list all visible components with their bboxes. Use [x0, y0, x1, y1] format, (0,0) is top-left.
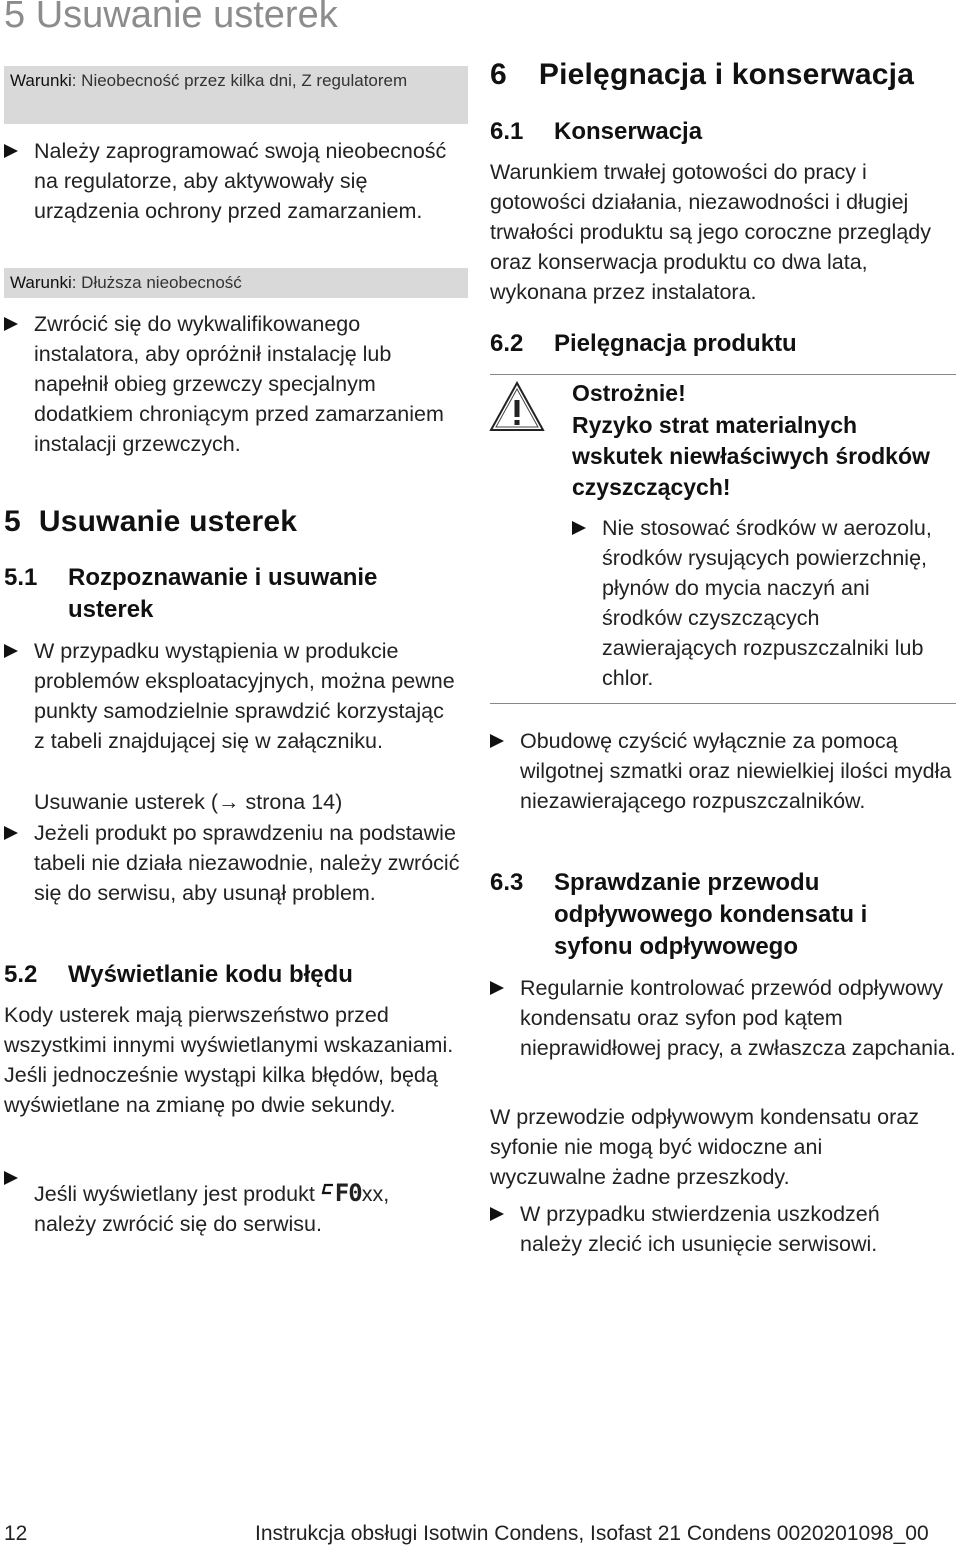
section-number: 6.3 — [490, 869, 524, 896]
bullet-triangle-icon — [4, 144, 18, 158]
list-item — [572, 513, 950, 693]
bullet-text: Jeżeli produkt po sprawdzeniu na podstawie tabeli nie działa niezawodnie, należy zwrócić się do serwisu, aby usunął problem. — [34, 821, 460, 905]
bullet-triangle-icon — [572, 521, 586, 535]
bullet-text: W przypadku stwierdzenia uszkodzeń należy zlecić ich usunięcie serwisowi. — [520, 1202, 880, 1256]
condition-label: Warunki — [10, 71, 72, 90]
list-item — [4, 1163, 464, 1239]
bullet-text: Obudowę czyścić wyłącznie za pomocą wilgotnej szmatki oraz niewielkiej ilości mydła niezawierającego rozpuszczalników. — [520, 729, 952, 813]
list-item — [4, 136, 464, 226]
list-item — [490, 1199, 940, 1259]
paragraph: Kody usterek mają pierwszeństwo przed wszystkimi innymi wyświetlanymi wskazaniami. Jeśli jednocześnie wystąpi kilka błędów, będą wyświetlane na zmianę po dwie sekundy. — [4, 1003, 454, 1117]
running-header: 5 Usuwanie usterek — [4, 0, 338, 36]
warning-top-rule — [490, 374, 956, 375]
section-title: Rozpoznawanie i usuwanie usterek — [68, 564, 378, 623]
section-heading-6-1 — [490, 116, 950, 148]
warning-title: Ostrożnie! — [572, 380, 686, 406]
section-title: Wyświetlanie kodu błędu — [68, 961, 353, 988]
section-heading-6 — [490, 58, 914, 92]
paragraph: W przewodzie odpływowym kondensatu oraz syfonie nie mogą być widoczne ani wyczuwalne żadne przeszkody. — [490, 1105, 920, 1189]
list-item — [490, 726, 956, 816]
cross-reference: Usuwanie usterek (→ strona 14) — [34, 790, 343, 814]
bullet-text: Zwrócić się do wykwalifikowanego instalatora, aby opróżnił instalację lub napełnił obieg grzewczy specjalnym dodatkiem chroniącym przed zamarzaniem instalacji grzewczych. — [34, 312, 444, 456]
bullet-triangle-icon — [4, 644, 18, 658]
bullet-text: Nie stosować środków w aerozolu, środków rysujących powierzchnię, płynów do mycia naczyń ani środków czyszczących zawierających rozpuszczalniki lub chlor. — [602, 516, 932, 690]
bullet-text: Należy zaprogramować swoją nieobecność na regulatorze, aby aktywowały się urządzenia ochrony przed zamarzaniem. — [34, 139, 447, 223]
section-title: Usuwanie usterek — [38, 505, 298, 538]
warning-triangle-icon — [488, 380, 546, 434]
bullet-triangle-icon — [490, 1207, 504, 1221]
list-item — [4, 309, 464, 459]
error-code-display — [321, 1179, 362, 1207]
bullet-triangle-icon — [4, 1171, 18, 1185]
condition-box-2 — [4, 268, 468, 298]
section-title: Pielęgnacja i konserwacja — [538, 58, 915, 91]
bullet-triangle-icon — [490, 734, 504, 748]
error-code-suffix: xx, — [361, 1182, 390, 1206]
condition-label: Warunki — [10, 273, 72, 292]
list-item — [490, 973, 956, 1063]
list-item — [4, 636, 456, 756]
warning-bottom-rule — [490, 703, 956, 704]
section-number: 5.1 — [4, 564, 38, 591]
list-item — [4, 818, 464, 908]
section-title: Pielęgnacja produktu — [554, 330, 797, 357]
error-code: F0 — [334, 1179, 362, 1207]
warning-text: Ryzyko strat materialnych wskutek niewłaściwych środków czyszczących! — [572, 412, 930, 500]
condition-value: : Nieobecność przez kilka dni, Z regulatorem — [71, 71, 408, 90]
section-title: Sprawdzanie przewodu odpływowego kondensatu i syfonu odpływowego — [554, 869, 868, 960]
bullet-text: W przypadku wystąpienia w produkcie problemów eksploatacyjnych, można pewne punkty samodzielnie sprawdzić korzystając z tabeli znajdującej się w załączniku. — [34, 639, 455, 753]
section-number: 5.2 — [4, 961, 38, 988]
bullet-triangle-icon — [4, 317, 18, 331]
section-number: 6.2 — [490, 330, 524, 357]
bullet-text: należy zwrócić się do serwisu. — [34, 1212, 322, 1236]
section-heading-5-1 — [4, 562, 424, 626]
condition-value: : Dłuższa nieobecność — [71, 273, 242, 292]
footer-text: Instrukcja obsługi Isotwin Condens, Isofast 21 Condens 0020201098_00 — [255, 1522, 929, 1545]
paragraph: Warunkiem trwałej gotowości do pracy i gotowości działania, niezawodności i długiej trwałości produktu są jego coroczne przeglądy oraz konserwacja produktu co dwa lata, wykonana przez instalatora. — [490, 160, 931, 304]
segment-c-glyph-icon — [321, 1182, 335, 1202]
section-number: 6 — [490, 58, 507, 91]
section-number: 6.1 — [490, 118, 524, 145]
section-heading-5-2 — [4, 959, 464, 991]
section-heading-6-2 — [490, 328, 950, 360]
bullet-triangle-icon — [4, 826, 18, 840]
bullet-text: Jeśli wyświetlany jest produkt — [34, 1182, 315, 1206]
bullet-text: Regularnie kontrolować przewód odpływowy kondensatu oraz syfon pod kątem nieprawidłowej pracy, a zwłaszcza zapchania. — [520, 976, 956, 1060]
section-heading-6-3 — [490, 867, 950, 963]
section-title: Konserwacja — [554, 118, 703, 145]
page-number: 12 — [4, 1522, 28, 1545]
section-number: 5 — [4, 505, 21, 538]
section-heading-5 — [4, 505, 297, 539]
condition-box-1 — [4, 66, 468, 124]
bullet-triangle-icon — [490, 981, 504, 995]
